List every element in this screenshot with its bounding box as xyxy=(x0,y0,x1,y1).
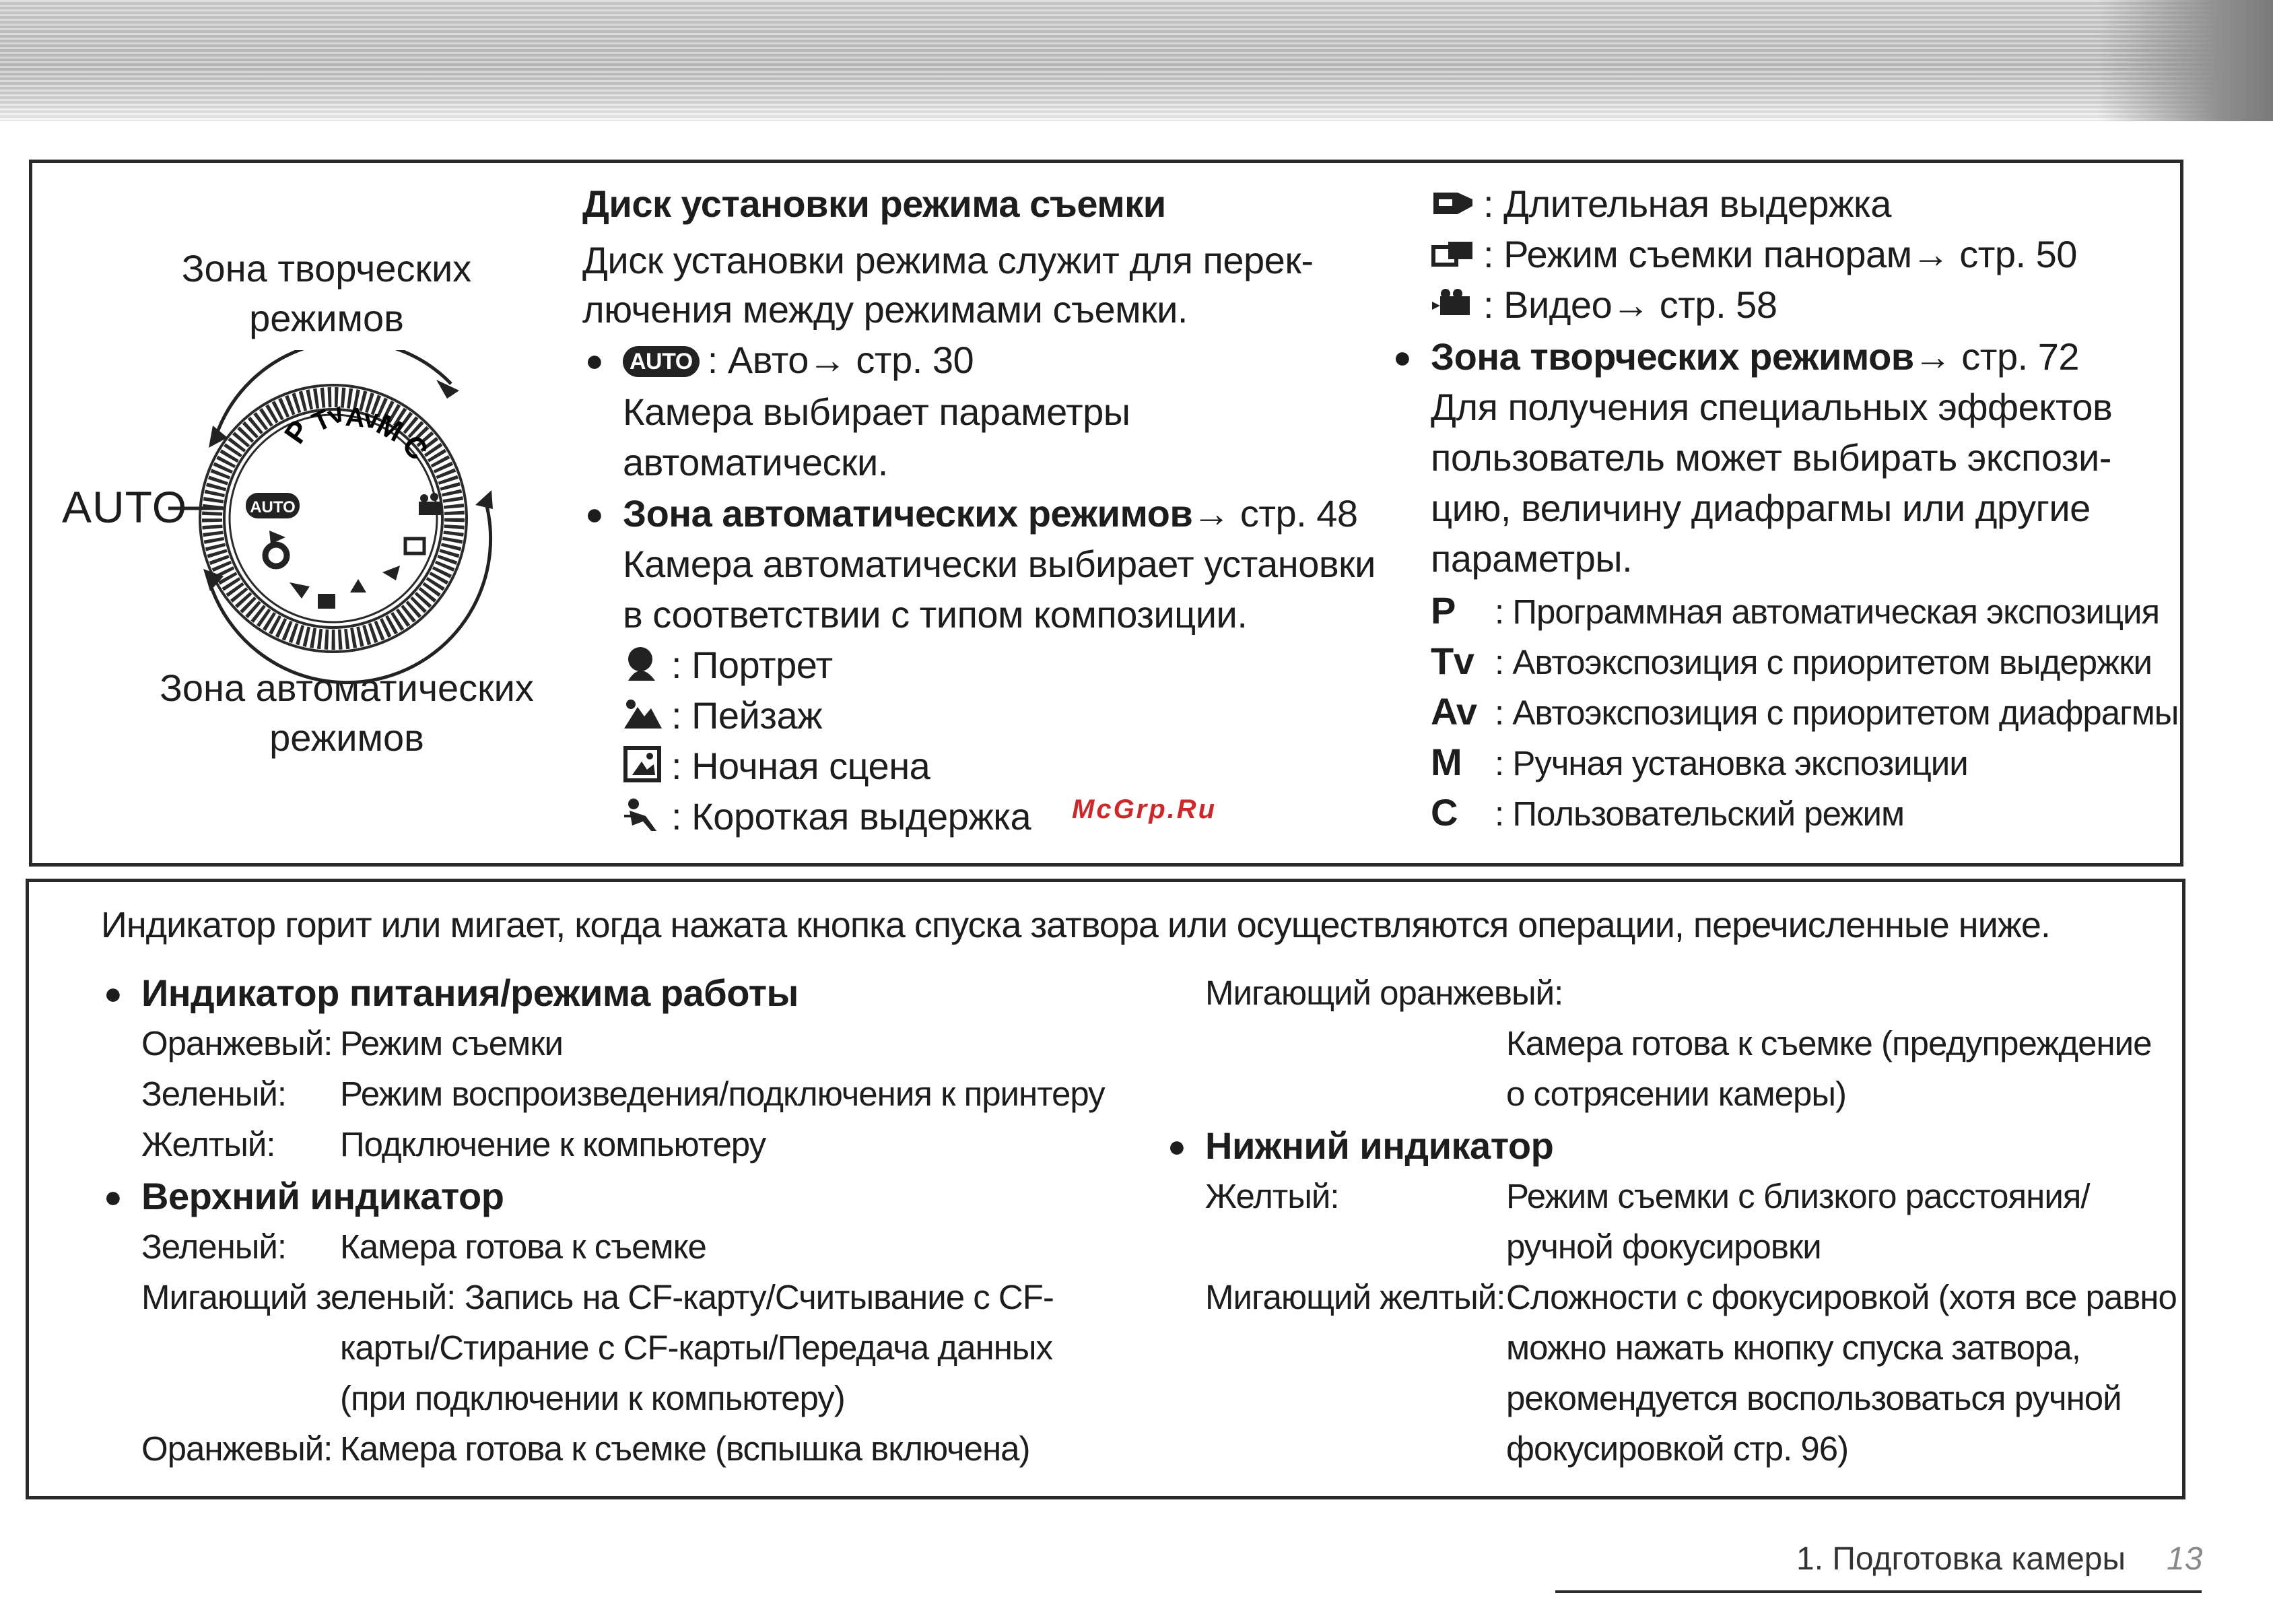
creative-desc-2: пользователь может выбирать экспози- xyxy=(1431,436,2111,479)
lower-yellow-value-2: ручной фокусировки xyxy=(1506,1227,1821,1266)
lower-indicator-title: ● Нижний индикатор xyxy=(1205,1122,1553,1170)
blink-orange-value-1: Камера готова к съемке (предупреждение xyxy=(1506,1024,2152,1062)
dial-letter-m: M xyxy=(371,407,409,449)
power-row-orange-key: Оранжевый: xyxy=(141,1024,333,1062)
lower-blink-value-3: рекомендуется воспользоваться ручной xyxy=(1506,1379,2122,1417)
footer-section: 1. Подготовка камеры xyxy=(1796,1541,2126,1577)
dial-letter-p: P xyxy=(278,414,317,450)
long-exposure-icon xyxy=(1431,187,1475,221)
upper-green-value: Камера готова к съемке xyxy=(340,1227,706,1266)
power-row-green-value: Режим воспроизведения/подключения к принтеру xyxy=(340,1075,1105,1113)
creative-desc-4: параметры. xyxy=(1431,537,1633,580)
auto-badge-icon: AUTO xyxy=(623,346,700,377)
lower-blink-value-2: можно нажать кнопку спуска затвора, xyxy=(1506,1328,2080,1367)
upper-orange-value: Камера готова к съемке (вспышка включена) xyxy=(340,1429,1030,1468)
header-band-shade xyxy=(2098,0,2273,121)
page-number: 13 xyxy=(2167,1541,2203,1577)
creative-mode-c: C : Пользовательский режим xyxy=(1431,791,1905,834)
mode-dial-intro-1: Диск установки режима служит для перек- xyxy=(582,239,1314,281)
panorama-icon xyxy=(1431,238,1475,271)
extra-mode-long-exposure: : Длительная выдержка xyxy=(1431,180,1891,228)
auto-mode-item: ● AUTO : Авто→ стр. 30 xyxy=(623,337,974,384)
watermark: McGrp.Ru xyxy=(1072,794,1217,824)
dial-letter-c: C xyxy=(395,428,435,467)
scene-mode-portrait: : Портрет xyxy=(623,642,833,689)
creative-desc-3: цию, величину диафрагмы или другие xyxy=(1431,487,2091,529)
upper-blink-key: Мигающий зеленый: xyxy=(141,1278,456,1316)
lower-blink-value-4: фокусировкой стр. 96) xyxy=(1506,1429,1849,1468)
blink-orange-value-2: о сотрясении камеры) xyxy=(1506,1075,1847,1113)
lower-blink-key: Мигающий желтый: xyxy=(1205,1278,1505,1316)
scene-mode-sports: : Короткая выдержка xyxy=(623,793,1031,840)
dial-letter-tv: Tv xyxy=(308,397,349,438)
auto-label: AUTO xyxy=(62,482,188,532)
creative-mode-m: M : Ручная установка экспозиции xyxy=(1431,741,1968,783)
extra-mode-movie: : Видео→ стр. 58 xyxy=(1431,281,1777,329)
dial-letter-av: Av xyxy=(344,402,380,435)
scene-mode-landscape: : Пейзаж xyxy=(623,692,822,739)
creative-mode-tv: Tv : Автоэкспозиция с приоритетом выдержки xyxy=(1431,640,2152,682)
night-scene-icon xyxy=(623,745,663,783)
lower-blink-value-1: Сложности с фокусировкой (хотя все равно xyxy=(1506,1278,2177,1316)
creative-mode-p: P : Программная автоматическая экспозиция xyxy=(1431,589,2160,632)
scene-mode-night: : Ночная сцена xyxy=(623,743,930,790)
auto-mode-desc-2: автоматически. xyxy=(623,441,888,483)
dial-auto-badge-text: AUTO xyxy=(250,498,296,516)
auto-zone-item: ● Зона автоматических режимов→ стр. 48 xyxy=(623,490,1358,537)
upper-blink-value-3: (при подключении к компьютеру) xyxy=(340,1379,845,1417)
creative-zone-item: ● Зона творческих режимов→ стр. 72 xyxy=(1431,333,2079,380)
creative-zone-caption: Зона творческих режимов xyxy=(181,247,472,339)
lower-yellow-value-1: Режим съемки с близкого расстояния/ xyxy=(1506,1177,2090,1215)
power-indicator-title: ● Индикатор питания/режима работы xyxy=(141,970,799,1017)
footer-rule xyxy=(1555,1590,2202,1593)
lower-yellow-key: Желтый: xyxy=(1205,1177,1339,1215)
power-row-yellow-value: Подключение к компьютеру xyxy=(340,1125,766,1163)
header-band xyxy=(0,0,2273,121)
auto-zone-caption: Зона автоматических режимов xyxy=(160,667,534,759)
portrait-icon xyxy=(623,644,663,682)
landscape-icon xyxy=(623,695,663,733)
sports-icon xyxy=(623,796,663,834)
upper-blink-value-1: Запись на CF-карту/Считывание с CF- xyxy=(465,1278,1054,1316)
auto-zone-desc-1: Камера автоматически выбирает установки xyxy=(623,543,1376,585)
power-row-green-key: Зеленый: xyxy=(141,1075,287,1113)
auto-zone-desc-2: в соответствии с типом композиции. xyxy=(623,593,1248,636)
upper-blink-value-2: карты/Стирание с CF-карты/Передача данных xyxy=(340,1328,1053,1367)
power-row-yellow-key: Желтый: xyxy=(141,1125,275,1163)
mode-dial-heading: Диск установки режима съемки xyxy=(582,182,1166,225)
upper-orange-key: Оранжевый: xyxy=(141,1429,333,1468)
mode-dial-intro-2: лючения между режимами съемки. xyxy=(582,288,1188,331)
movie-icon xyxy=(1431,288,1475,322)
extra-mode-panorama: : Режим съемки панорам→ стр. 50 xyxy=(1431,231,2077,278)
auto-mode-desc-1: Камера выбирает параметры xyxy=(623,391,1130,433)
creative-desc-1: Для получения специальных эффектов xyxy=(1431,386,2113,428)
blink-orange-key: Мигающий оранжевый: xyxy=(1205,974,1563,1012)
mode-dial-diagram xyxy=(168,350,545,687)
upper-indicator-title: ● Верхний индикатор xyxy=(141,1173,504,1220)
power-row-orange-value: Режим съемки xyxy=(340,1024,564,1062)
indicator-intro: Индикатор горит или мигает, когда нажата кнопка спуска затвора или осуществляются операции, перечисленные ниже. xyxy=(101,905,2050,945)
upper-green-key: Зеленый: xyxy=(141,1227,287,1266)
creative-mode-av: Av : Автоэкспозиция с приоритетом диафрагмы xyxy=(1431,690,2179,733)
